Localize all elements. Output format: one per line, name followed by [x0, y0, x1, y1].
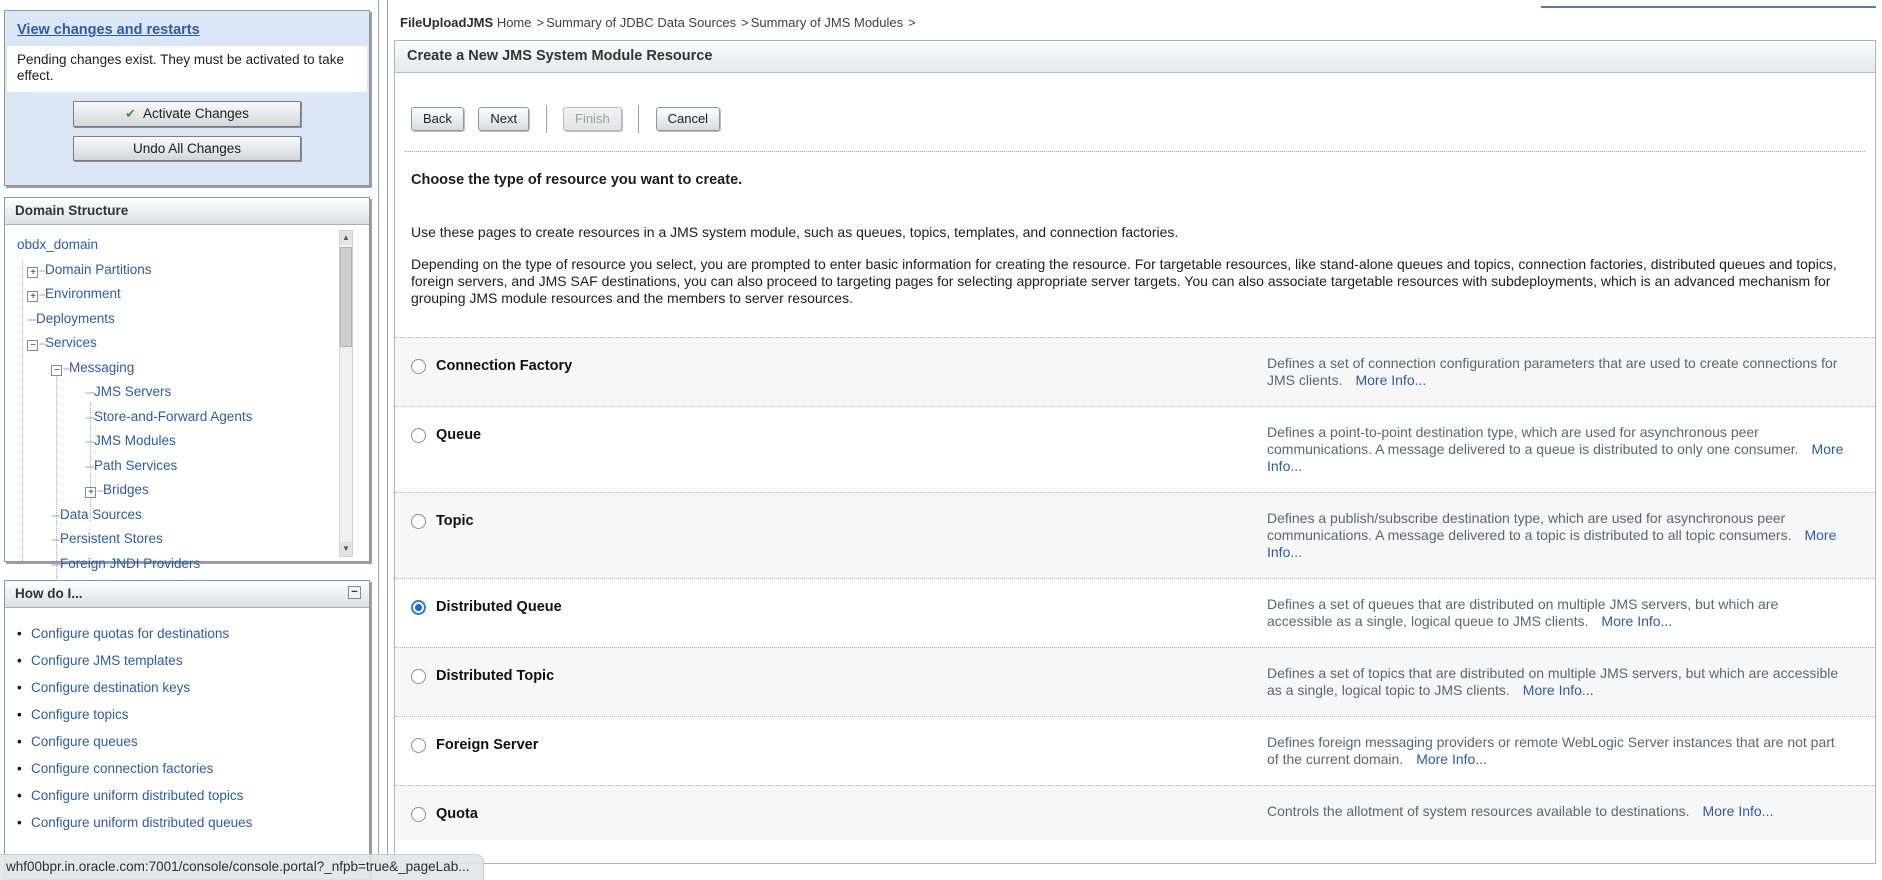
tree-item[interactable] [5, 552, 369, 577]
button-separator [638, 105, 639, 133]
page-title: Create a New JMS System Module Resource [395, 41, 1875, 73]
intro-paragraph: Use these pages to create resources in a JMS system module, such as queues, topics, templates, and connection factories. [411, 224, 1179, 240]
resource-option-row[interactable] [395, 647, 1875, 716]
undo-all-changes-button[interactable] [73, 136, 301, 161]
resource-option-description [1267, 510, 1845, 561]
tree-prefix: --- [85, 434, 94, 448]
minus-box-icon[interactable]: − [51, 365, 62, 376]
radio[interactable] [411, 359, 426, 374]
section-heading: Choose the type of resource you want to create. [411, 172, 743, 188]
activate-changes-button[interactable] [73, 101, 301, 127]
resource-option-label: Connection Factory [436, 358, 573, 374]
status-url-tooltip: whf00bpr.in.oracle.com:7001/console/console.portal?_nfpb=true&_pageLab... [0, 854, 484, 880]
tree-prefix: + -- [85, 483, 103, 497]
more-info-link[interactable]: More Info... [1267, 527, 1837, 560]
wizard-button-bar [395, 73, 1875, 151]
resource-option-label: Distributed Queue [436, 599, 562, 615]
tree-item[interactable] [5, 307, 369, 332]
how-do-i-list [5, 626, 369, 830]
breadcrumb-current: FileUploadJMS [400, 15, 494, 30]
description-text: Controls the allotment of system resources available to destinations. [1267, 803, 1690, 819]
view-changes-link[interactable]: View changes and restarts [17, 22, 200, 38]
resource-option-label: Distributed Topic [436, 668, 555, 684]
breadcrumb-link[interactable]: Home [496, 15, 532, 30]
resource-option-description [1267, 424, 1845, 475]
more-info-link[interactable]: More Info... [1416, 751, 1487, 767]
resource-option-row[interactable] [395, 716, 1875, 785]
list-item [5, 761, 369, 776]
resource-option [411, 424, 1267, 475]
how-do-i-link[interactable]: Configure connection factories [31, 761, 214, 776]
tree-item-link[interactable]: Store-and-Forward Agents [94, 408, 253, 424]
tree-item-link[interactable]: Environment [45, 286, 121, 301]
plus-box-icon[interactable]: + [27, 291, 38, 302]
more-info-link[interactable]: More Info... [1267, 441, 1844, 474]
resource-option-description [1267, 734, 1845, 768]
description-text: Defines a publish/subscribe destination type, which are used for asynchronous peer communications. A message delivered to a topic is distributed to all topic consumers. [1267, 510, 1792, 543]
tree-prefix: − -- [27, 336, 45, 350]
more-info-link[interactable]: More Info... [1601, 613, 1673, 629]
tree-item[interactable] [5, 478, 369, 503]
back-button[interactable]: Back [411, 107, 464, 131]
resource-option-label: Foreign Server [436, 737, 539, 753]
change-center-panel [4, 10, 370, 186]
tree-item-link[interactable]: Messaging [69, 359, 135, 375]
tree-item[interactable] [5, 454, 369, 479]
tree-item[interactable] [5, 527, 369, 552]
breadcrumb-separator: > [908, 15, 916, 30]
main-content [388, 0, 1882, 870]
tree-item-link[interactable]: Persistent Stores [60, 531, 163, 546]
breadcrumb-item [497, 15, 546, 30]
tree-item-link[interactable]: Data Sources [60, 506, 142, 522]
list-item [5, 653, 369, 668]
how-do-i-title: How do I... [15, 586, 83, 601]
tree-prefix: --- [85, 409, 94, 424]
resource-option [411, 355, 1267, 389]
sidebar [0, 0, 378, 870]
breadcrumb-separator: > [741, 15, 749, 30]
tree-item[interactable] [5, 233, 369, 258]
resource-option-row[interactable] [395, 406, 1875, 492]
resource-option-label: Topic [436, 513, 474, 529]
breadcrumb-item [546, 15, 751, 30]
tree-prefix: --- [85, 458, 94, 473]
resource-option [411, 803, 1267, 823]
tree-item-link[interactable]: JMS Servers [94, 384, 172, 399]
description-text: Defines a set of connection configuration parameters that are used to create connections for JMS clients. [1267, 355, 1838, 388]
resource-option-row[interactable] [395, 578, 1875, 647]
radio[interactable] [411, 428, 426, 443]
how-do-i-link[interactable]: Configure uniform distributed topics [31, 788, 244, 803]
resource-option [411, 734, 1267, 768]
list-item [5, 734, 369, 749]
next-button[interactable]: Next [478, 107, 529, 131]
resource-option-description [1267, 596, 1845, 630]
tree-prefix: + -- [27, 263, 45, 277]
how-do-i-link[interactable]: Configure JMS templates [31, 653, 183, 668]
resource-option-label: Queue [436, 427, 482, 443]
tree-item-link[interactable]: Services [45, 335, 97, 350]
resource-option-description [1267, 355, 1845, 389]
tree-prefix: --- [51, 507, 60, 522]
resource-option [411, 665, 1267, 699]
tree-item-link[interactable]: Bridges [103, 482, 149, 497]
resource-option-row[interactable] [395, 785, 1875, 840]
tree-item[interactable] [5, 282, 369, 307]
resource-option-description [1267, 665, 1845, 699]
scroll-up-icon[interactable]: ▲ [340, 231, 352, 245]
activate-changes-label: Activate Changes [143, 106, 249, 121]
more-info-link[interactable]: More Info... [1355, 372, 1427, 388]
how-do-i-panel [4, 580, 370, 880]
list-item [5, 707, 369, 722]
domain-structure-panel [4, 197, 370, 571]
resource-option-row[interactable] [395, 337, 1875, 406]
breadcrumb-link[interactable]: Summary of JMS Modules [750, 15, 904, 30]
description-text: Defines foreign messaging providers or remote WebLogic Server instances that are not part of the current domain. [1267, 734, 1835, 767]
tree-item[interactable] [5, 356, 369, 381]
content-box [394, 40, 1876, 864]
finish-button: Finish [563, 107, 622, 131]
tree-prefix: --- [27, 311, 36, 326]
breadcrumb-item [751, 15, 918, 30]
tree-item[interactable] [5, 405, 369, 430]
tree-item[interactable] [5, 258, 369, 283]
how-do-i-link[interactable]: Configure topics [31, 707, 129, 722]
description-text: Defines a point-to-point destination type, which are used for asynchronous peer communications. A message delivered to a queue is distributed to only one consumer. [1267, 424, 1799, 457]
tree-item[interactable] [5, 503, 369, 528]
tree-item[interactable] [5, 429, 369, 454]
radio[interactable] [411, 807, 426, 822]
sidebar-divider [378, 0, 388, 870]
list-item [5, 680, 369, 695]
domain-structure-title: Domain Structure [5, 198, 369, 225]
tree-prefix: + -- [27, 287, 45, 301]
how-do-i-link[interactable]: Configure quotas for destinations [31, 626, 230, 641]
more-info-link[interactable]: More Info... [1522, 682, 1594, 698]
how-do-i-link[interactable]: Configure queues [31, 734, 138, 749]
tree-item[interactable] [5, 380, 369, 405]
minus-box-icon[interactable]: − [27, 340, 38, 351]
more-info-link[interactable]: More Info... [1702, 803, 1774, 819]
tree-prefix: --- [51, 556, 60, 571]
description-text: Defines a set of topics that are distributed on multiple JMS servers, but which are accessible as a single, logical topic to JMS clients. [1267, 665, 1839, 698]
tree-prefix: --- [85, 385, 94, 399]
radio[interactable] [411, 669, 426, 684]
pending-changes-message: Pending changes exist. They must be activated to take effect. [7, 46, 367, 92]
breadcrumb-separator: > [536, 15, 545, 30]
collapse-icon[interactable]: − [348, 586, 361, 599]
how-do-i-link[interactable]: Configure destination keys [31, 680, 191, 695]
domain-tree [5, 225, 369, 571]
button-separator [546, 105, 547, 133]
description-paragraph: Depending on the type of resource you select, you are prompted to enter basic information for creating the resource. For targetable resources, like stand-alone queues and topics, connection factories, distributed queues and topics, foreign servers, and JMS SAF destinations, you can also proceed to targeting pages for selecting appropriate server targets. You can also associate targetable resources with subdeployments, which is an advanced mechanism for grouping JMS module resources and the members to server resources. [411, 256, 1837, 306]
tree-item-link[interactable]: Domain Partitions [45, 261, 152, 277]
undo-all-changes-label: Undo All Changes [132, 141, 242, 156]
radio[interactable] [411, 738, 426, 753]
plus-box-icon[interactable]: + [85, 487, 96, 498]
tree-item-link[interactable]: Path Services [94, 457, 178, 473]
breadcrumb-link[interactable]: Summary of JDBC Data Sources [546, 15, 737, 30]
tree-item-link[interactable]: Foreign JNDI Providers [60, 555, 201, 571]
resource-options [395, 337, 1875, 840]
list-item [5, 815, 369, 830]
check-icon: ✔ [125, 106, 137, 121]
cancel-button[interactable]: Cancel [656, 107, 720, 131]
description-text: Defines a set of queues that are distributed on multiple JMS servers, but which are accessible as a single, logical queue to JMS clients. [1267, 596, 1779, 629]
tree-item-link[interactable]: obdx_domain [17, 237, 99, 252]
resource-option-row[interactable] [395, 492, 1875, 578]
radio[interactable] [411, 514, 426, 529]
banner-edge-line [1541, 6, 1876, 8]
scroll-down-icon[interactable]: ▼ [340, 542, 352, 556]
radio[interactable] [411, 600, 426, 615]
tree-item-link[interactable]: Deployments [36, 310, 115, 326]
tree-prefix: --- [51, 532, 60, 546]
separator [405, 151, 1865, 152]
tree-prefix: − -- [51, 361, 69, 375]
tree-item-link[interactable]: JMS Modules [94, 433, 176, 448]
resource-option [411, 510, 1267, 561]
tree-item[interactable] [5, 331, 369, 356]
list-item [5, 626, 369, 641]
resource-option [411, 596, 1267, 630]
resource-option-label: Quota [436, 806, 478, 822]
plus-box-icon[interactable]: + [27, 267, 38, 278]
list-item [5, 788, 369, 803]
resource-option-description [1267, 803, 1845, 823]
how-do-i-link[interactable]: Configure uniform distributed queues [31, 815, 253, 830]
